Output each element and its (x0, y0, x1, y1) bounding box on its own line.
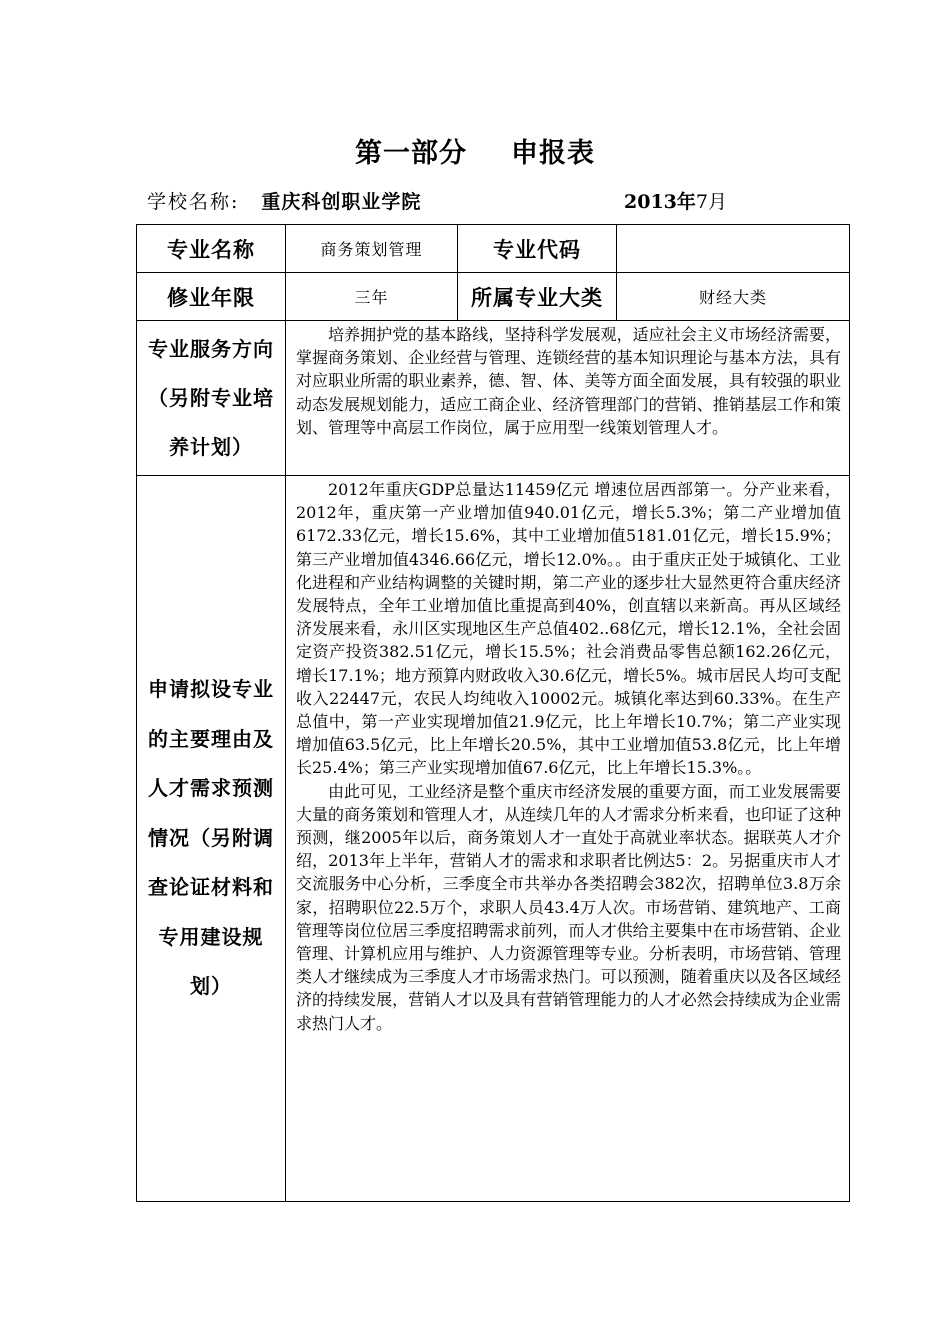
label-line: 划） (190, 974, 232, 999)
application-reason-text (286, 476, 850, 1202)
table-row (137, 321, 850, 476)
date-month: 7月 (695, 191, 727, 213)
paragraph: 2012年重庆GDP总量达11459亿元 增速位居西部第一。分产业来看，2012年，重庆第一产业增加值940.01亿元，增长5.3%；第二产业增加值6172.33亿元，增长15.6%，其中工业增加值5181.01亿元，增长15.9%；第三产业增加值4346.66亿元，增长12.0%。。由于重庆正处于城镇化、工业化进程和产业结构调整的关键时期，第二产业的逐步壮大显然更符合重庆经济发展特点，全年工业增加值比重提高到40%，创直辖以来新高。再从区域经济发展来看，永川区实现地区生产总值402..68亿元，增长12.1%，全社会固定资产投资382.51亿元，增长15.5%；社会消费品零售总额162.26亿元，增长17.1%；地方预算内财政收入30.6亿元，增长5%。城市居民人均可支配收入22447元，农民人均纯收入10002元。城镇化率达到60.33%。在生产总值中，第一产业实现增加值21.9亿元，比上年增长10.7%；第二产业实现增加值63.5亿元，比上年增长20.5%，其中工业增加值53.8亿元，比上年增长25.4%；第三产业实现增加值67.6亿元，比上年增长15.3%。。 (296, 480, 841, 778)
label-line: 查论证材料和 (148, 875, 274, 900)
duration-label: 修业年限 (137, 273, 286, 321)
table-row (137, 273, 850, 321)
major-name-value: 商务策划管理 (286, 225, 458, 273)
service-direction-label (137, 321, 286, 476)
school-info-line (147, 187, 727, 214)
major-code-label: 专业代码 (458, 225, 617, 273)
table-row (137, 225, 850, 273)
title-part: 第一部分 (355, 138, 467, 169)
paragraph: 由此可见，工业经济是整个重庆市经济发展的重要方面，而工业发展需要大量的商务策划和管理人才，从连续几年的人才需求分析来看，也印证了这种预测，继2005年以后，商务策划人才一直处于高就业率状态。据联英人才介绍，2013年上半年，营销人才的需求和求职者比例达5：2。另据重庆市人才交流服务中心分析，三季度全市共举办各类招聘会382次，招聘单位3.8万余家，招聘职位22.5万个，求职人员43.4万人次。市场营销、建筑地产、工商管理等岗位位居三季度招聘需求前列，而人才供给主要集中在市场营销、企业管理、计算机应用与维护、人力资源管理等专业。分析表明，市场营销、管理类人才继续成为三季度人才市场需求热门。可以预测，随着重庆以及各区域经济的持续发展，营销人才以及具有营销管理能力的人才必然会持续成为企业需求热门人才。 (296, 781, 841, 1033)
label-line: 申请拟设专业 (148, 677, 274, 702)
category-label: 所属专业大类 (458, 273, 617, 321)
duration-value: 三年 (286, 273, 458, 321)
label-line: 专业服务方向 (148, 336, 274, 361)
title-main: 申报表 (511, 138, 595, 169)
date-year: 2013年 (624, 191, 696, 213)
major-code-value (617, 225, 850, 273)
label-line: 专用建设规 (158, 924, 264, 949)
paragraph: 培养拥护党的基本路线，坚持科学发展观，适应社会主义市场经济需要，掌握商务策划、企业经营与管理、连锁经营的基本知识理论与基本方法，具有对应职业所需的职业素养，德、智、体、美等方面全面发展，具有较强的职业动态发展规划能力，适应工商企业、经济管理部门的营销、推销基层工作和策划、管理等中高层工作岗位，属于应用型一线策划管理人才。 (296, 325, 841, 437)
label-line: 人才需求预测 (148, 776, 274, 801)
label-line: 情况（另附调 (148, 825, 274, 850)
school-label: 学校名称: (147, 191, 240, 213)
major-name-label: 专业名称 (137, 225, 286, 273)
application-form-table (136, 224, 850, 1202)
service-direction-text (286, 321, 850, 476)
label-line: 养计划） (169, 434, 253, 459)
page-title (0, 131, 950, 170)
submission-date (624, 187, 727, 214)
category-value: 财经大类 (617, 273, 850, 321)
label-line: 的主要理由及 (148, 726, 274, 751)
school-name: 重庆科创职业学院 (261, 191, 422, 213)
application-reason-label (137, 476, 286, 1202)
label-line: （另附专业培 (148, 385, 274, 410)
table-row (137, 476, 850, 1202)
